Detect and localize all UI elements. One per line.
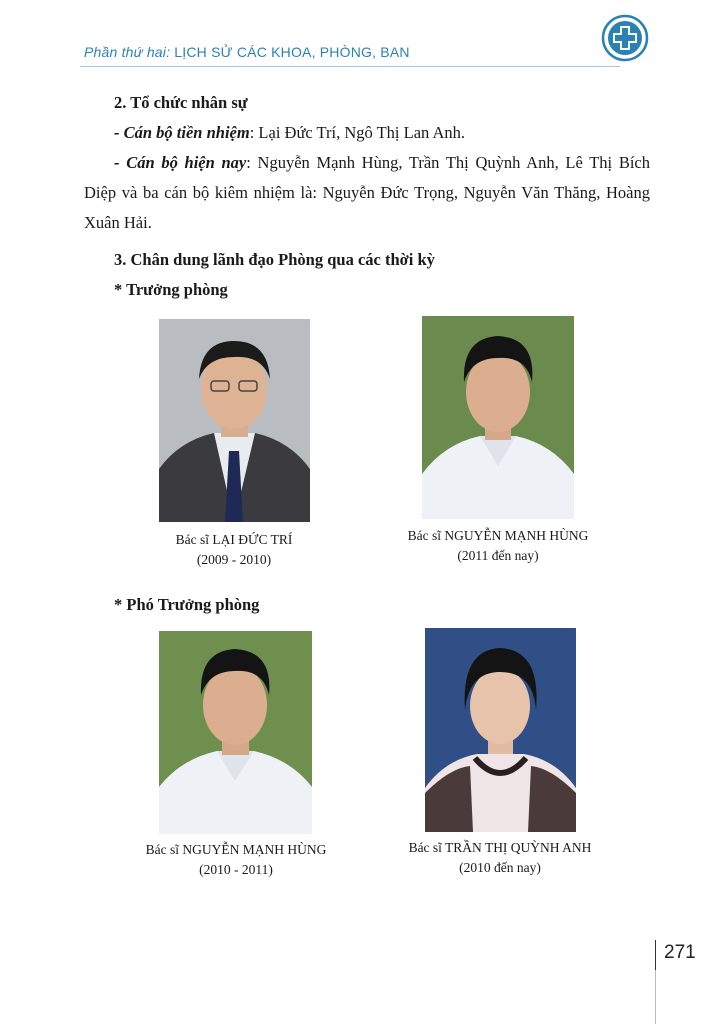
header-rule <box>80 66 620 67</box>
portrait-period-1: (2009 - 2010) <box>196 552 272 567</box>
portrait-caption-1 <box>114 530 354 570</box>
portrait-photo-4 <box>425 628 576 832</box>
section-3-heading: 3. Chân dung lãnh đạo Phòng qua các thời kỳ <box>114 250 435 269</box>
portrait-name-4: Bác sĩ TRẦN THỊ QUỲNH ANH <box>408 840 592 855</box>
deputy-section <box>84 590 650 620</box>
portrait-photo-1 <box>159 319 310 522</box>
portrait-caption-3 <box>116 840 356 880</box>
portrait-name-1: Bác sĩ LẠI ĐỨC TRÍ <box>175 532 293 547</box>
portrait-period-2: (2011 đến nay) <box>457 548 539 563</box>
portrait-caption-4 <box>380 838 620 878</box>
portrait-period-4: (2010 đến nay) <box>459 860 541 875</box>
portrait-name-3: Bác sĩ NGUYỄN MẠNH HÙNG <box>145 842 327 857</box>
head-of-dept-label: * Trưởng phòng <box>114 280 228 299</box>
header-title: LỊCH SỬ CÁC KHOA, PHÒNG, BAN <box>174 44 410 60</box>
page-number-rule <box>655 940 656 970</box>
section-2-heading: 2. Tổ chức nhân sự <box>114 93 248 112</box>
former-staff-paragraph <box>84 118 650 148</box>
section-2 <box>84 88 650 238</box>
header-part: Phần thứ hai: <box>84 44 171 60</box>
portrait-name-2: Bác sĩ NGUYỄN MẠNH HÙNG <box>407 528 589 543</box>
running-header <box>84 44 410 60</box>
former-staff-text: : Lại Đức Trí, Ngô Thị Lan Anh. <box>249 123 466 142</box>
page-number: 271 <box>664 942 696 963</box>
portrait-period-3: (2010 - 2011) <box>199 862 273 877</box>
portrait-photo-3 <box>159 631 312 834</box>
portrait-photo-2 <box>422 316 574 519</box>
hospital-logo-icon <box>601 14 649 62</box>
deputy-head-label: * Phó Trưởng phòng <box>114 595 260 614</box>
current-staff-text: : Nguyễn Mạnh Hùng, Trần Thị Quỳnh Anh, Lê Thị Bích Diệp và ba cán bộ kiêm nhiệm là: Nguyễn Đức Trọng, Nguyễn Văn Thăng, Hoàng Xuân Hải. <box>84 153 650 232</box>
section-3 <box>84 245 650 305</box>
current-staff-paragraph <box>84 148 650 238</box>
page-edge-rule <box>655 970 656 1024</box>
current-staff-label: - Cán bộ hiện nay <box>114 153 247 172</box>
portrait-caption-2 <box>378 526 618 566</box>
former-staff-label: - Cán bộ tiền nhiệm <box>114 123 250 142</box>
